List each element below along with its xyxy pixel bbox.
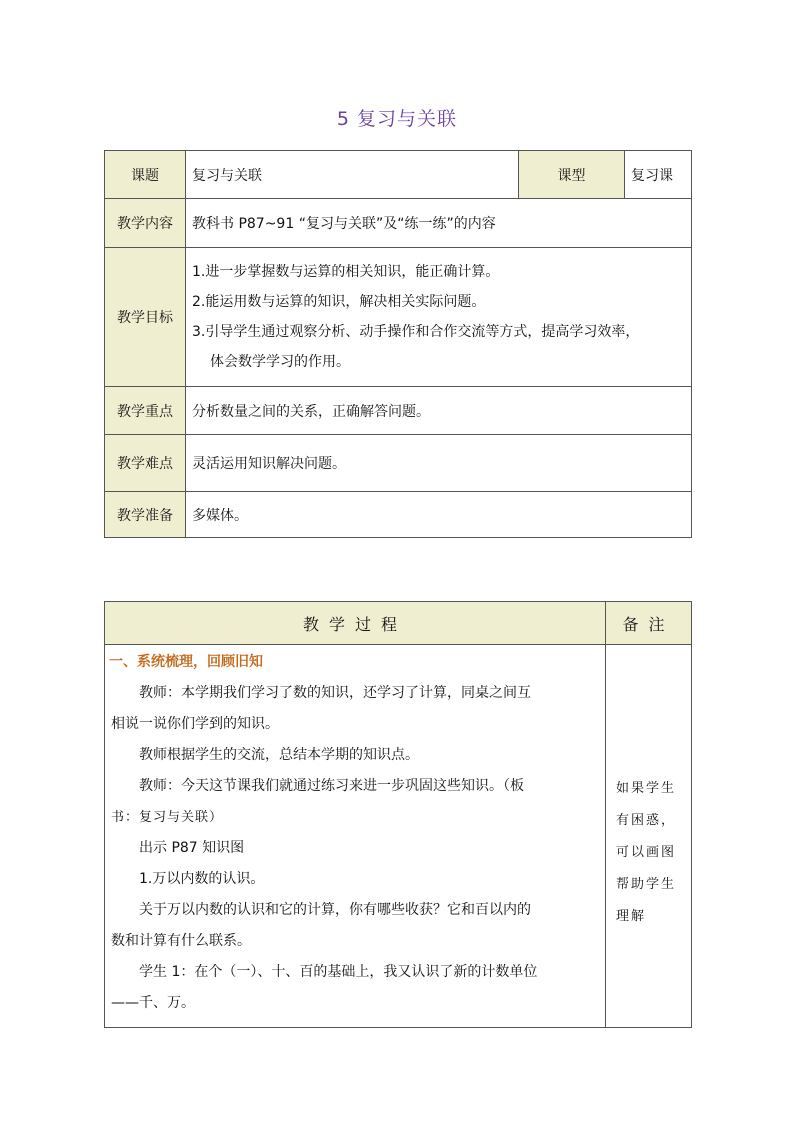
note-header: 备注 (606, 602, 692, 645)
process-header: 教学过程 (105, 602, 606, 645)
type-value: 复习课 (625, 151, 692, 199)
goals-list (186, 248, 692, 387)
note-cell (606, 645, 692, 1028)
process-line: 书：复习与关联） (111, 810, 224, 825)
goal-item: 1.进一步掌握数与运算的相关知识，能正确计算。 (192, 264, 500, 280)
process-line: 教师根据学生的交流，总结本学期的知识点。 (139, 747, 419, 763)
process-line: 数和计算有什么联系。 (111, 933, 251, 949)
difficulty-label: 教学难点 (105, 435, 186, 492)
process-line: 教师：本学期我们学习了数的知识，还学习了计算，同桌之间互 (139, 685, 531, 701)
process-line: ——千、万。 (111, 995, 195, 1011)
process-line: 学生 1：在个（一）、十、百的基础上，我又认识了新的计数单位 (139, 964, 538, 980)
goal-item: 体会数学学习的作用。 (210, 354, 350, 370)
difficulty-value: 灵活运用知识解决问题。 (186, 435, 692, 492)
key-value: 分析数量之间的关系，正确解答问题。 (186, 387, 692, 435)
content-value: 教科书 P87~91 “复习与关联”及“练一练”的内容 (186, 199, 692, 248)
prep-label: 教学准备 (105, 492, 186, 538)
teaching-process-table (104, 601, 692, 1028)
lesson-info-table (104, 150, 692, 538)
process-body (105, 645, 606, 1028)
prep-value: 多媒体。 (186, 492, 692, 538)
topic-value: 复习与关联 (186, 151, 519, 199)
note-line: 理解 (616, 909, 647, 924)
process-line: 教师：今天这节课我们就通过练习来进一步巩固这些知识。（板 (139, 778, 524, 794)
section-heading: 一、系统梳理，回顾旧知 (109, 654, 263, 670)
process-line: 1.万以内数的认识。 (139, 871, 265, 887)
page-title: 5 复习与关联 (336, 108, 458, 130)
note-line: 有困惑， (616, 813, 677, 828)
key-label: 教学重点 (105, 387, 186, 435)
process-line: 关于万以内数的认识和它的计算，你有哪些收获？它和百以内的 (139, 902, 531, 918)
type-label: 课型 (519, 151, 625, 199)
goal-item: 2.能运用数与运算的知识，解决相关实际问题。 (192, 294, 486, 310)
note-line: 帮助学生 (616, 877, 677, 892)
process-line: 相说一说你们学到的知识。 (111, 716, 279, 732)
goal-item: 3.引导学生通过观察分析、动手操作和合作交流等方式，提高学习效率， (192, 324, 640, 340)
goals-label: 教学目标 (105, 248, 186, 387)
process-line: 出示 P87 知识图 (139, 840, 245, 856)
topic-label: 课题 (105, 151, 186, 199)
note-line: 如果学生 (616, 781, 677, 796)
note-line: 可以画图 (616, 845, 677, 860)
content-label: 教学内容 (105, 199, 186, 248)
